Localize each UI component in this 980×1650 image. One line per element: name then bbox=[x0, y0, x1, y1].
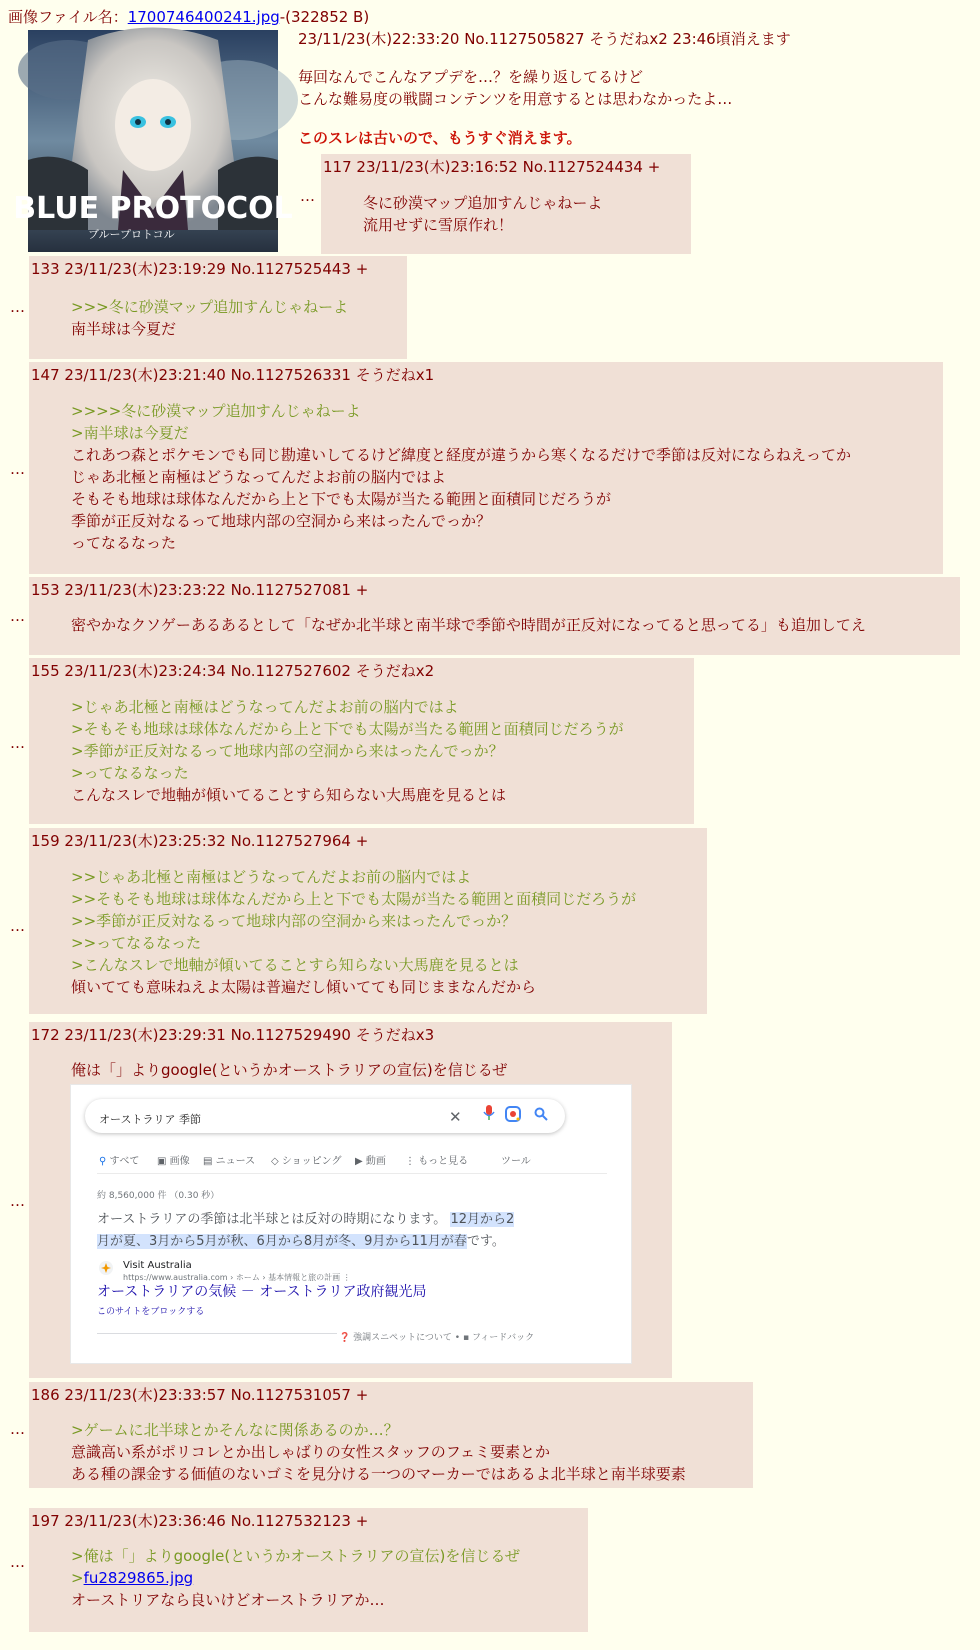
help-icon: ❓ bbox=[339, 1333, 351, 1343]
ellipsis-marker: … bbox=[10, 460, 25, 478]
quote-line: >>季節が正反対なるって地球内部の空洞から来はったんでっか？ bbox=[71, 912, 517, 930]
quote-line: >ってなるなった bbox=[71, 764, 189, 782]
quote-line: >じゃあ北極と南極はどうなってんだよお前の脳内ではよ bbox=[71, 698, 459, 716]
reply-line: 密やかなクソゲーあるあるとして「なぜか北半球と南半球で季節や時間が正反対になってると思ってる」も追加してえ bbox=[71, 616, 866, 634]
reply-line: ってなるなった bbox=[71, 534, 177, 552]
op-body-line: 毎回なんでこんなアプデを…？を繰り返してるけど bbox=[298, 68, 644, 86]
reply-186 bbox=[29, 1382, 753, 1488]
reply-header: 159 23/11/23(木)23:25:32 No.1127527964 + bbox=[31, 832, 369, 850]
op-body-line: こんな難易度の戦闘コンテンツを用意するとは思わなかったよ… bbox=[298, 90, 733, 108]
quote-line: >>そもそも地球は球体なんだから上と下でも太陽が当たる範囲と面積同じだろうが bbox=[71, 890, 637, 908]
block-site-link[interactable]: このサイトをブロックする bbox=[97, 1307, 205, 1317]
reply-header: 197 23/11/23(木)23:36:46 No.1127532123 + bbox=[31, 1512, 369, 1530]
thumb-sub: ブループロトコル bbox=[88, 228, 175, 241]
reply-197 bbox=[29, 1508, 588, 1632]
op-file-line bbox=[8, 6, 369, 28]
ellipsis-marker: … bbox=[10, 1553, 25, 1571]
quote-line: >>ってなるなった bbox=[71, 934, 202, 952]
ellipsis-marker: … bbox=[10, 734, 25, 752]
file-label: 画像ファイル名： bbox=[8, 8, 128, 26]
ellipsis-marker: … bbox=[300, 187, 315, 205]
reply-header: 155 23/11/23(木)23:24:34 No.1127527602 そうだねx2 bbox=[31, 662, 435, 680]
file-size: -(322852 B) bbox=[279, 8, 370, 26]
quote-line: >fu2829865.jpg bbox=[71, 1569, 194, 1587]
quote-line: >季節が正反対なるって地球内部の空洞から来はったんでっか？ bbox=[71, 742, 504, 760]
quote-line: >そもそも地球は球体なんだから上と下でも太陽が当たる範囲と面積同じだろうが bbox=[71, 720, 624, 738]
ellipsis-marker: … bbox=[10, 607, 25, 625]
quote-line: >>>冬に砂漠マップ追加すんじゃねーよ bbox=[71, 298, 349, 316]
reply-line: 傾いてても意味ねえよ太陽は普遍だし傾いてても同じままなんだから bbox=[71, 978, 537, 996]
tab-shopping[interactable]: ◇ ショッピング bbox=[271, 1156, 342, 1167]
site-url: https://www.australia.com › ホーム › 基本情報と旅の計画 ⋮ bbox=[123, 1273, 351, 1282]
reply-line: そもそも地球は球体なんだから上と下でも太陽が当たる範囲と面積同じだろうが bbox=[71, 490, 612, 508]
reply-172 bbox=[29, 1022, 672, 1378]
reply-line: じゃあ北極と南極はどうなってんだよお前の脳内ではよ bbox=[71, 468, 447, 486]
site-favicon-icon bbox=[99, 1261, 113, 1275]
reply-159 bbox=[29, 828, 707, 1014]
search-icon bbox=[534, 1107, 548, 1121]
reply-line: こんなスレで地軸が傾いてることすら知らない大馬鹿を見るとは bbox=[71, 786, 507, 804]
ellipsis-marker: … bbox=[10, 1420, 25, 1438]
op-meta: 23/11/23(木)22:33:20 No.1127505827 そうだねx2 23:46頃消えます bbox=[298, 30, 791, 48]
reply-line: オーストリアなら良いけどオーストラリアか… bbox=[71, 1591, 385, 1609]
result-link[interactable]: オーストラリアの気候 － オーストラリア政府観光局 bbox=[97, 1284, 427, 1300]
reply-header: 117 23/11/23(木)23:16:52 No.1127524434 + bbox=[323, 158, 661, 176]
google-screenshot[interactable] bbox=[70, 1084, 632, 1364]
op-thumbnail[interactable] bbox=[13, 30, 293, 252]
ellipsis-marker: … bbox=[10, 298, 25, 316]
lens-icon bbox=[505, 1106, 521, 1122]
tab-videos[interactable]: ▶ 動画 bbox=[355, 1156, 386, 1167]
reply-line: 流用せずに雪原作れ！ bbox=[363, 216, 514, 234]
google-query: オーストラリア 季節 bbox=[99, 1113, 201, 1126]
snippet-line-2: 月が夏、3月から5月が秋、6月から8月が冬、9月から11月が春です。 bbox=[97, 1234, 505, 1249]
reply-153 bbox=[29, 577, 960, 655]
reply-line: これあつ森とポケモンでも同じ勘違いしてるけど緯度と経度が違うから寒くなるだけで季節は反対にならねえってか bbox=[71, 446, 852, 464]
quote-line: >ゲームに北半球とかそんなに関係あるのか…？ bbox=[71, 1421, 399, 1439]
ellipsis-marker: … bbox=[10, 1192, 25, 1210]
tab-tools[interactable]: ツール bbox=[501, 1156, 531, 1167]
reply-line: 俺は「」よりgoogle(というかオーストラリアの宣伝)を信じるぜ bbox=[71, 1061, 508, 1079]
ellipsis-marker: … bbox=[10, 917, 25, 935]
reply-117 bbox=[321, 154, 691, 254]
reply-133 bbox=[29, 256, 407, 359]
reply-header: 153 23/11/23(木)23:23:22 No.1127527081 + bbox=[31, 581, 369, 599]
site-name: Visit Australia bbox=[123, 1260, 192, 1271]
clear-icon: ✕ bbox=[449, 1108, 462, 1126]
snippet-footer: ❓ 強調スニペットについて • ▪ フィードバック bbox=[339, 1333, 535, 1343]
google-search-box bbox=[85, 1099, 565, 1133]
reply-text bbox=[363, 192, 602, 236]
reply-line: 冬に砂漠マップ追加すんじゃねーよ bbox=[363, 194, 603, 212]
tab-images[interactable]: ▣ 画像 bbox=[157, 1156, 190, 1167]
reply-header: 133 23/11/23(木)23:19:29 No.1127525443 + bbox=[31, 260, 369, 278]
reply-155 bbox=[29, 658, 694, 824]
quote-line: >俺は「」よりgoogle(というかオーストラリアの宣伝)を信じるぜ bbox=[71, 1547, 520, 1565]
snippet-line-1: オーストラリアの季節は北半球とは反対の時期になります。 12月から2 bbox=[97, 1212, 515, 1227]
reply-147 bbox=[29, 362, 943, 574]
reply-line: ある種の課金する価値のないゴミを見分ける一つのマーカーではあるよ北半球と南半球要素 bbox=[71, 1465, 686, 1483]
reply-header: 186 23/11/23(木)23:33:57 No.1127531057 + bbox=[31, 1386, 369, 1404]
reply-header: 147 23/11/23(木)23:21:40 No.1127526331 そうだねx1 bbox=[31, 366, 435, 384]
expiry-warning: このスレは古いので、もうすぐ消えます。 bbox=[298, 129, 582, 147]
op-body bbox=[298, 66, 732, 110]
tab-more[interactable]: ⋮ もっと見る bbox=[405, 1156, 469, 1167]
op-file-link[interactable]: 1700746400241.jpg bbox=[127, 8, 280, 26]
thumb-logo: BLUE PROTOCOL bbox=[13, 191, 293, 226]
feedback-icon: ▪ bbox=[462, 1333, 470, 1343]
attachment-link[interactable]: fu2829865.jpg bbox=[83, 1569, 194, 1587]
quote-line: >>>>冬に砂漠マップ追加すんじゃねーよ bbox=[71, 402, 361, 420]
reply-line: 季節が正反対なるって地球内部の空洞から来はったんでっか？ bbox=[71, 512, 492, 530]
result-count: 約 8,560,000 件 （0.30 秒） bbox=[97, 1191, 220, 1201]
tab-news[interactable]: ▤ ニュース bbox=[203, 1156, 256, 1167]
reply-header: 172 23/11/23(木)23:29:31 No.1127529490 そうだねx3 bbox=[31, 1026, 435, 1044]
quote-line: >こんなスレで地軸が傾いてることすら知らない大馬鹿を見るとは bbox=[71, 956, 519, 974]
mic-icon bbox=[483, 1103, 495, 1123]
reply-line: 意識高い系がポリコレとか出しゃばりの女性スタッフのフェミ要素とか bbox=[71, 1443, 550, 1461]
reply-line: 南半球は今夏だ bbox=[71, 320, 177, 338]
quote-line: >南半球は今夏だ bbox=[71, 424, 189, 442]
quote-line: >>じゃあ北極と南極はどうなってんだよお前の脳内ではよ bbox=[71, 868, 472, 886]
site-menu-icon[interactable]: ⋮ bbox=[342, 1273, 351, 1282]
tab-all[interactable]: ⚲ すべて bbox=[99, 1156, 140, 1167]
